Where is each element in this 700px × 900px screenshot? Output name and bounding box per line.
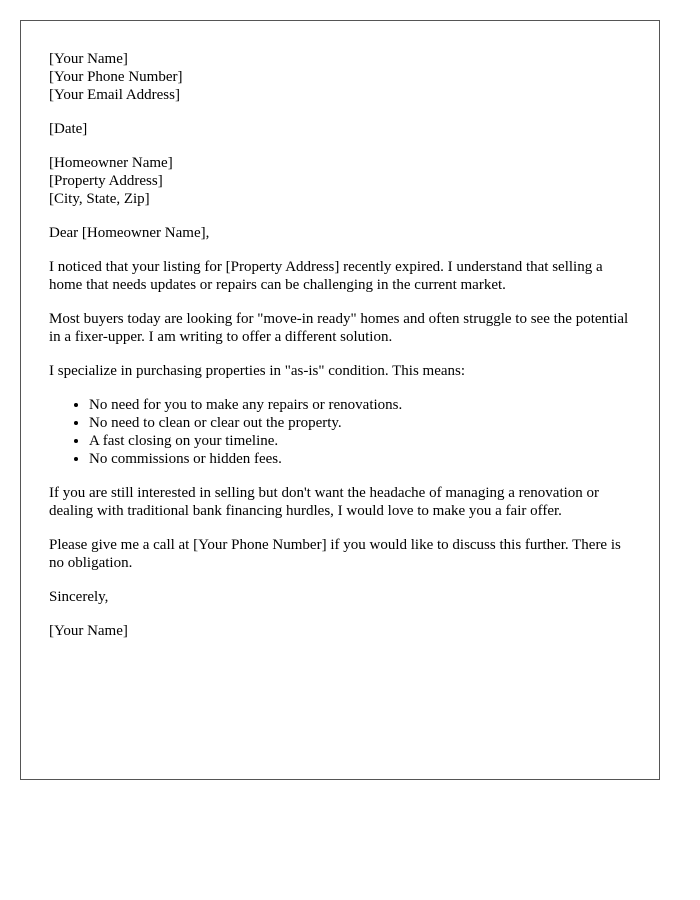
list-item: • No need for you to make any repairs or renovations. [89,396,631,414]
paragraph-call: Please give me a call at [Your Phone Number] if you would like to discuss this further. There is no obligation. [49,537,621,571]
recipient-address: [Property Address] [49,173,163,189]
recipient-block [49,154,631,208]
signoff: Sincerely, [49,589,109,605]
paragraph-buyers: Most buyers today are looking for "move-in ready" homes and often struggle to see the potential in a fixer-upper. I am writing to offer a different solution. [49,311,629,345]
benefits-list [49,396,631,468]
sender-block [49,50,631,104]
recipient-name: [Homeowner Name] [49,155,173,171]
paragraph-as-is: I specialize in purchasing properties in "as-is" condition. This means: [49,363,466,379]
sender-email: [Your Email Address] [49,87,180,103]
letter-date: [Date] [49,121,88,137]
sender-phone: [Your Phone Number] [49,69,183,85]
list-item: • A fast closing on your timeline. [89,432,631,450]
list-item: • No need to clean or clear out the property. [89,414,631,432]
salutation: Dear [Homeowner Name], [49,225,210,241]
recipient-city-state-zip: [City, State, Zip] [49,191,150,207]
paragraph-listing-expired: I noticed that your listing for [Property Address] recently expired. I understand that selling a home that needs updates or repairs can be challenging in the current market. [49,259,603,293]
list-item: • No commissions or hidden fees. [89,450,631,468]
signature: [Your Name] [49,623,128,639]
paragraph-offer: If you are still interested in selling but don't want the headache of managing a renovation or dealing with traditional bank financing hurdles, I would love to make you a fair offer. [49,485,600,519]
letter-page [20,20,660,780]
sender-name: [Your Name] [49,51,128,67]
